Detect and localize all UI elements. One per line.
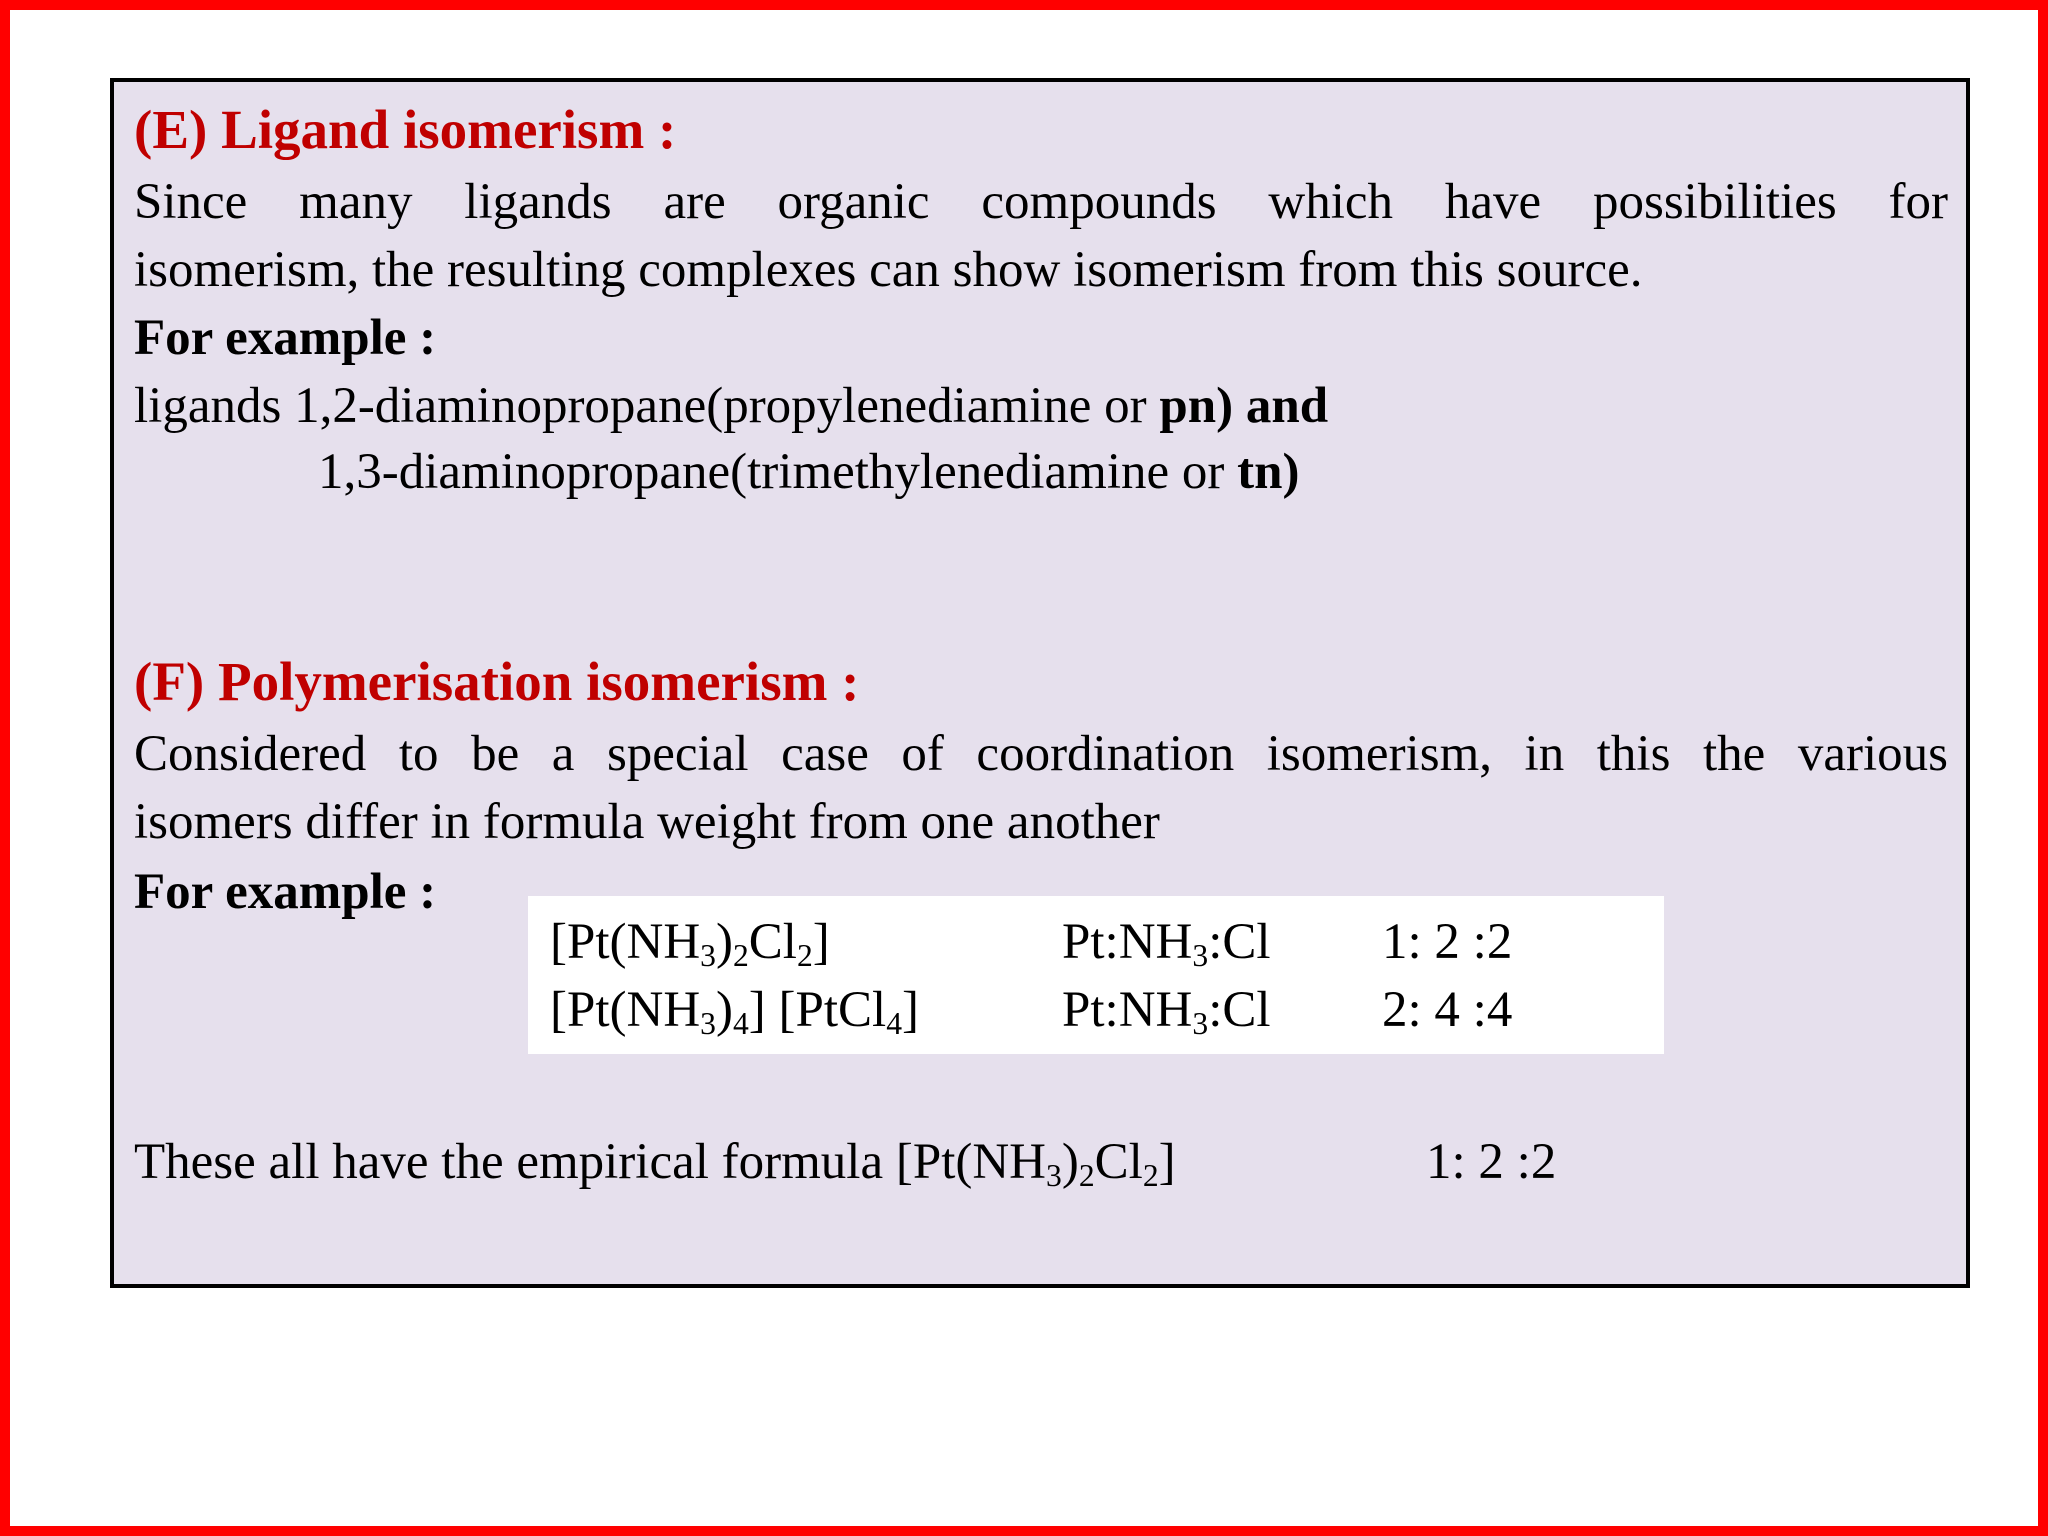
ligand-pn-abbrev: pn) and [1159, 378, 1329, 434]
example-1-ratio: 1: 2 :2 [1382, 914, 1513, 970]
formula-part: ) [715, 982, 733, 1038]
section-f-example-label: For example : [134, 864, 437, 920]
ligand-line-2-text: 1,3-diaminopropane(trimethylenediamine or [318, 444, 1238, 500]
formula-subscript: 2 [796, 937, 813, 973]
ratio-label-subscript: 3 [1192, 1005, 1209, 1041]
formula-part: [Pt(NH [550, 914, 701, 970]
ligand-tn-abbrev: tn) [1237, 444, 1300, 500]
empirical-formula-subscript: 3 [1046, 1157, 1062, 1193]
example-1-formula [550, 912, 830, 972]
formula-part: ) [715, 914, 733, 970]
section-f-paragraph-line-2: isomers differ in formula weight from one another [134, 794, 1160, 850]
example-2-formula [550, 980, 919, 1040]
section-f-paragraph-line-1: Considered to be a special case of coordination isomerism, in this the various [134, 726, 1948, 782]
ratio-label-part: Pt:NH [1062, 982, 1193, 1038]
section-e-paragraph-line-2: isomerism, the resulting complexes can show isomerism from this source. [134, 242, 1643, 298]
ligand-line-2 [318, 442, 1299, 502]
ratio-label-part: Pt:NH [1062, 914, 1193, 970]
formula-part: ] [902, 982, 920, 1038]
ratio-label-part: :Cl [1208, 914, 1271, 970]
formula-subscript: 4 [886, 1005, 903, 1041]
empirical-formula-subscript: 2 [1142, 1157, 1159, 1193]
example-2-ratio: 2: 4 :4 [1382, 982, 1513, 1038]
formula-part: [Pt(NH [550, 982, 701, 1038]
empirical-formula-line [134, 1132, 1176, 1192]
formula-subscript: 3 [700, 937, 716, 973]
empirical-formula-subscript: 2 [1078, 1157, 1095, 1193]
empirical-formula-part: ] [1158, 1134, 1176, 1190]
formula-part: Cl [748, 914, 797, 970]
empirical-ratio: 1: 2 :2 [1426, 1134, 1557, 1190]
example-1-ratio-label [1062, 912, 1271, 972]
formula-subscript: 4 [732, 1005, 749, 1041]
empirical-formula-part: ) [1061, 1134, 1079, 1190]
section-e-paragraph-line-1: Since many ligands are organic compounds which have possibilities for [134, 174, 1948, 230]
formula-subscript: 2 [732, 937, 749, 973]
formula-part: ] [812, 914, 830, 970]
empirical-formula-part: [Pt(NH [895, 1134, 1047, 1190]
empirical-text: These all have the empirical formula [134, 1134, 896, 1190]
formula-subscript: 3 [700, 1005, 716, 1041]
example-2-ratio-label [1062, 980, 1271, 1040]
formula-part: ] [PtCl [748, 982, 887, 1038]
empirical-formula-part: Cl [1094, 1134, 1143, 1190]
ligand-line-1-text: ligands 1,2-diaminopropane(propylenediamine or [134, 378, 1160, 434]
section-e-heading: (E) Ligand isomerism : [134, 99, 677, 160]
ratio-label-subscript: 3 [1192, 937, 1209, 973]
section-f-heading: (F) Polymerisation isomerism : [134, 651, 860, 712]
section-e-example-label: For example : [134, 310, 437, 366]
ratio-label-part: :Cl [1208, 982, 1271, 1038]
ligand-line-1 [134, 376, 1328, 436]
